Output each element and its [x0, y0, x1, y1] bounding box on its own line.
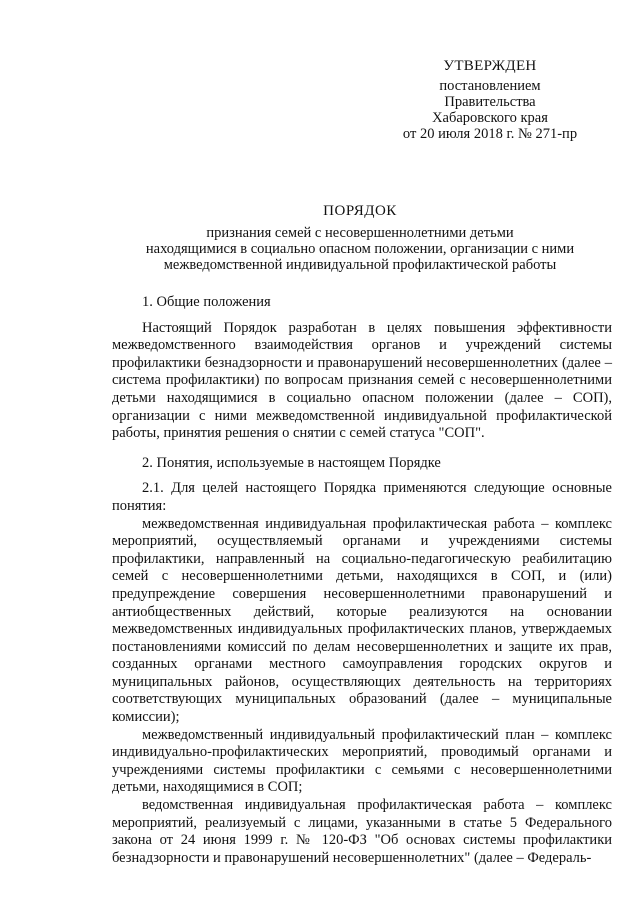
section-heading: 1. Общие положения — [142, 294, 271, 310]
approval-stamp — [380, 58, 600, 142]
document-subtitle — [110, 225, 610, 273]
body-paragraph: ведомственная индивидуальная профилактическая работа – комплекс мероприятий, реализуемый с лицами, указанными в статье 5 Федерального закона от 24 июня 1999 г. № 120-ФЗ "Об основах системы профилактики безнадзорности и правонарушений несовершеннолетних" (далее – Федераль- — [112, 797, 612, 866]
approval-line: постановлением — [439, 78, 541, 94]
section-heading: 2. Понятия, используемые в настоящем Порядке — [142, 454, 441, 471]
subtitle-line: признания семей с несовершеннолетними детьми — [206, 225, 514, 241]
subtitle-line: межведомственной индивидуальной профилактической работы — [163, 257, 557, 273]
approval-line: от 20 июля 2018 г. № 271-пр — [402, 126, 578, 142]
body-paragraph: межведомственная индивидуальная профилактическая работа – комплекс мероприятий, осуществляемый органами и учреждениями системы профилактики, направленный на социально-педагогическую реабилитацию семей с несовершеннолетними детьми, находящихся в СОП, и (или) предупреждение совершения несовершеннолетними правонарушений и антиобщественных действий, которые реализуются на основании межведомственных индивидуальных профилактических планов, утверждаемых постановлениями комиссий по делам несовершеннолетних и защите их прав, созданных органами местного самоуправления городских округов и муниципальных районов, осуществляющих деятельность на территориях соответствующих муниципальных образований (далее – муниципальные комиссии); — [112, 515, 612, 726]
body-paragraph: межведомственный индивидуальный профилактический план – комплекс индивидуально-профилактических мероприятий, проводимый органами и учреждениями системы профилактики с семьями с несовершеннолетними детьми, находящимися в СОП; — [112, 726, 612, 796]
document-title: ПОРЯДОК — [323, 203, 397, 219]
body-paragraph: 2.1. Для целей настоящего Порядка применяются следующие основные понятия: — [112, 480, 612, 514]
approval-line: Хабаровского края — [432, 110, 548, 126]
subtitle-line: находящимися в социально опасном положении, организации с ними — [145, 241, 575, 257]
approval-heading: УТВЕРЖДЕН — [443, 58, 537, 74]
approval-line: Правительства — [444, 94, 536, 110]
document-body — [112, 294, 612, 867]
body-paragraph: Настоящий Порядок разработан в целях повышения эффективности межведомственного взаимодействия органов и учреждений системы профилактики безнадзорности и правонарушений несовершеннолетних (далее – система профилактики) по вопросам признания семей с несовершеннолетними детьми находящимися в социально опасном положении (далее – СОП), организации с ними межведомственной индивидуальной профилактической работы, принятия решения о снятии с семей статуса "СОП". — [112, 319, 612, 442]
